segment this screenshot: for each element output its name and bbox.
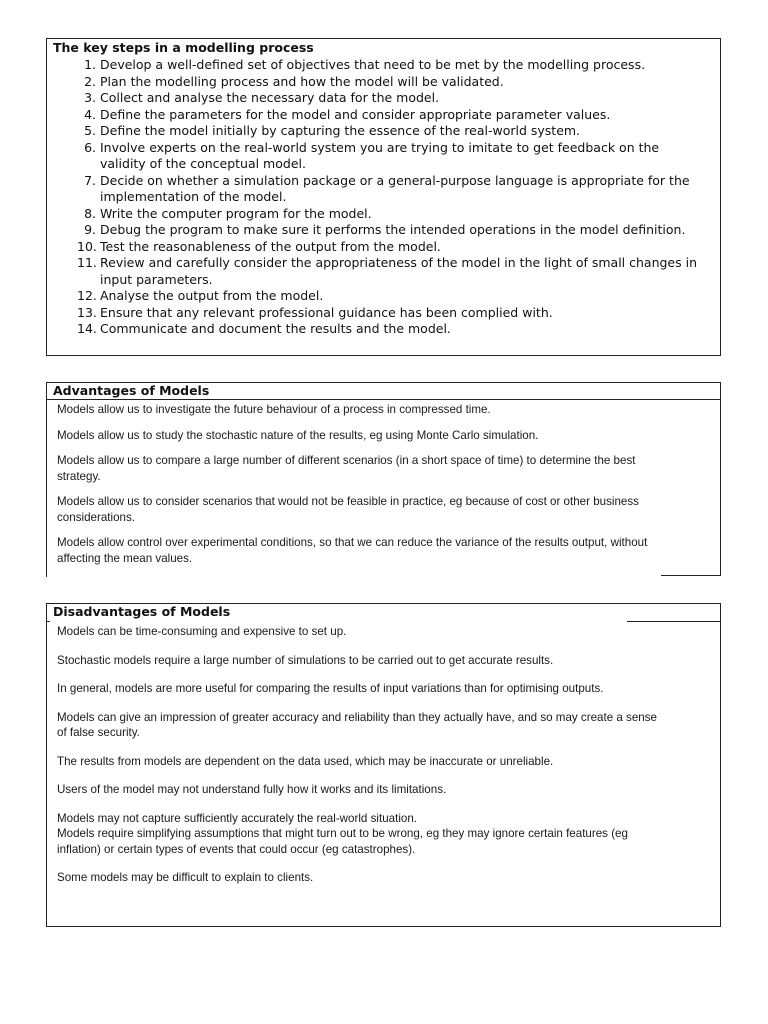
step-item [47, 90, 720, 107]
disadvantages-box [46, 603, 721, 927]
disadvantage-item: Models can give an impression of greater accuracy and reliability than they actually have, and so may create a sense of false security. [57, 710, 657, 739]
step-number: 6. [84, 139, 96, 155]
step-item [47, 305, 720, 322]
step-item [47, 140, 720, 173]
step-item [47, 222, 720, 239]
step-number: 5. [84, 123, 96, 138]
step-number: 1. [84, 57, 96, 72]
step-number: 3. [84, 90, 96, 105]
disadvantages-list [47, 624, 720, 886]
step-number: 12. [77, 288, 97, 303]
key-steps-title: The key steps in a modelling process [53, 40, 314, 55]
step-text: Plan the modelling process and how the model will be validated. [100, 73, 504, 89]
step-item [47, 173, 720, 206]
step-text: Collect and analyse the necessary data for the model. [100, 90, 440, 105]
step-text: Debug the program to make sure it performs the intended operations in the model definition. [100, 222, 686, 237]
advantage-item: Models allow us to investigate the future behaviour of a process in compressed time. [57, 403, 491, 416]
step-text: Review and carefully consider the appropriateness of the model in the light of small changes in input parameters. [100, 255, 698, 287]
box-border-fragment [661, 575, 721, 576]
step-item [47, 239, 720, 256]
title-rule [627, 621, 720, 622]
box-border-fragment [46, 569, 47, 577]
step-text: Involve experts on the real-world system you are trying to imitate to get feedback on the validity of the conceptual model. [100, 139, 660, 171]
advantages-list [47, 402, 720, 566]
step-number: 13. [77, 304, 97, 320]
step-item [47, 107, 720, 124]
step-text: Write the computer program for the model. [100, 205, 372, 221]
step-item [47, 57, 720, 74]
step-item [47, 206, 720, 223]
disadvantage-item: Users of the model may not understand fully how it works and its limitations. [57, 783, 447, 796]
step-text: Ensure that any relevant professional guidance has been complied with. [100, 304, 553, 320]
step-text: Define the model initially by capturing the essence of the real-world system. [100, 123, 581, 138]
advantage-item: Models allow us to study the stochastic nature of the results, eg using Monte Carlo simulation. [57, 428, 539, 442]
step-number: 14. [77, 321, 97, 336]
step-text: Test the reasonableness of the output from the model. [100, 238, 441, 254]
disadvantage-item: Stochastic models require a large number of simulations to be carried out to get accurate results. [57, 653, 554, 667]
disadvantage-item: In general, models are more useful for comparing the results of input variations than for optimising outputs. [57, 682, 604, 695]
advantage-item: Models allow control over experimental conditions, so that we can reduce the variance of the results output, without affecting the mean values. [57, 536, 648, 565]
disadvantages-title: Disadvantages of Models [53, 604, 231, 619]
disadvantage-item: Models require simplifying assumptions that might turn out to be wrong, eg they may ignore certain features (eg inflation) or certain types of events that could occur (eg catastrophes). [57, 827, 628, 856]
advantages-box [46, 382, 721, 575]
step-text: Analyse the output from the model. [100, 288, 324, 303]
step-number: 2. [84, 73, 96, 89]
advantage-item: Models allow us to compare a large number of different scenarios (in a short space of time) to determine the best strategy. [57, 454, 636, 483]
step-item [47, 123, 720, 140]
disadvantage-item: Models may not capture sufficiently accurately the real-world situation. [57, 811, 418, 825]
step-text: Develop a well-defined set of objectives that need to be met by the modelling process. [100, 57, 646, 72]
step-item [47, 321, 720, 338]
step-item [47, 74, 720, 91]
step-number: 7. [84, 172, 96, 188]
step-item [47, 255, 720, 288]
step-text: Communicate and document the results and the model. [100, 321, 451, 336]
disadvantage-item: The results from models are dependent on the data used, which may be inaccurate or unreliable. [57, 754, 554, 768]
step-number: 11. [77, 255, 97, 270]
key-steps-list [47, 57, 720, 338]
step-item [47, 288, 720, 305]
step-number: 10. [77, 238, 97, 254]
step-number: 8. [84, 205, 96, 221]
step-text: Define the parameters for the model and consider appropriate parameter values. [100, 106, 611, 122]
title-rule [47, 621, 50, 622]
advantages-title: Advantages of Models [47, 383, 720, 400]
step-number: 4. [84, 106, 96, 122]
disadvantage-item: Some models may be difficult to explain to clients. [57, 871, 314, 884]
step-text: Decide on whether a simulation package or a general-purpose language is appropriate for the implementation of the model. [100, 172, 690, 204]
key-steps-box [46, 38, 721, 356]
advantage-item: Models allow us to consider scenarios that would not be feasible in practice, eg because of cost or other business considerations. [57, 495, 639, 524]
disadvantage-item: Models can be time-consuming and expensive to set up. [57, 625, 347, 638]
step-number: 9. [84, 222, 96, 237]
